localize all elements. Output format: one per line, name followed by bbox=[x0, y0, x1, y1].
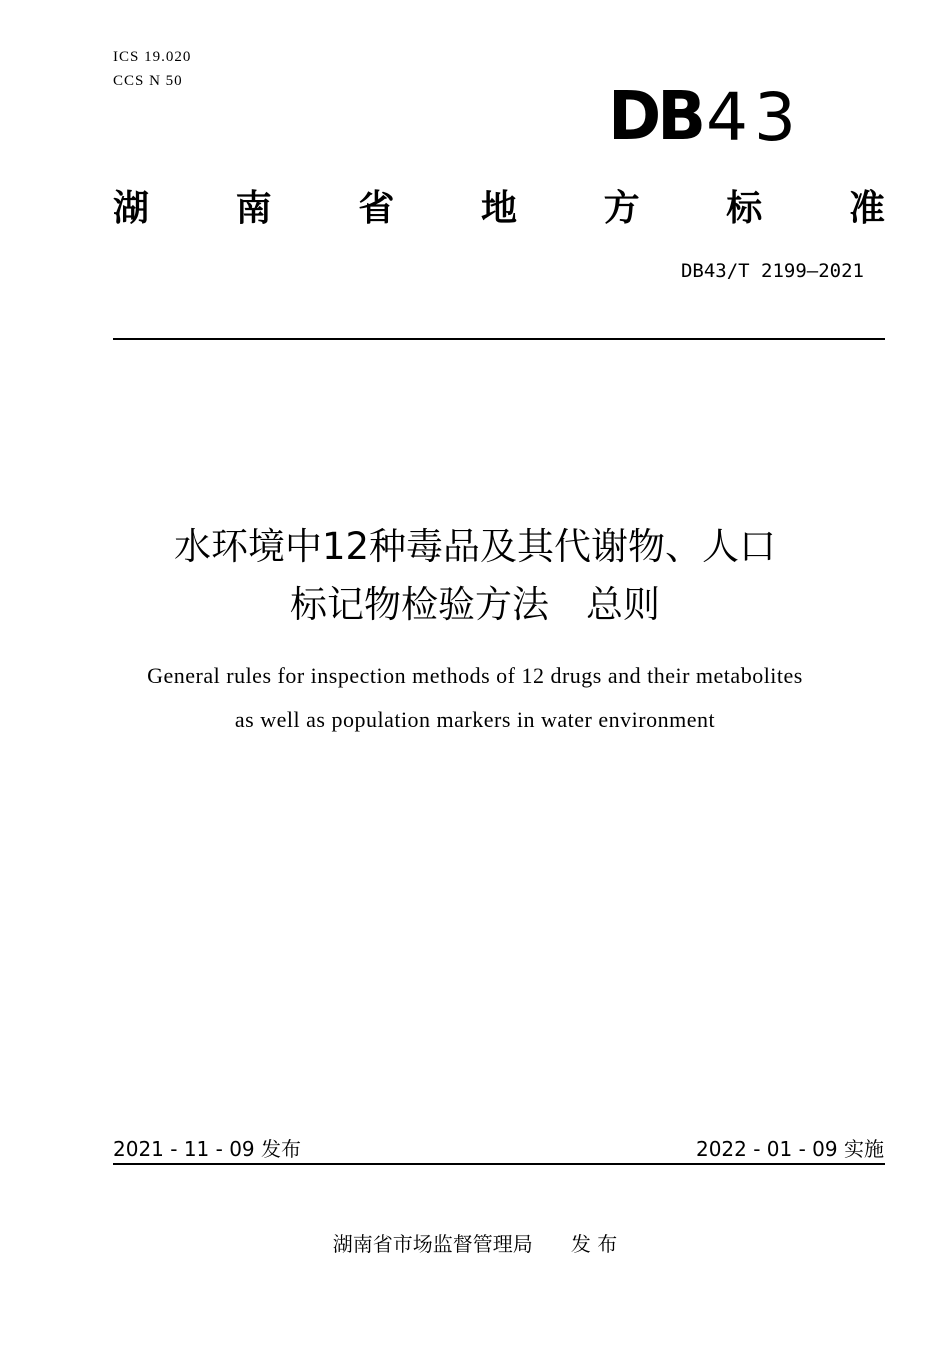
issuer-action: 发 布 bbox=[570, 1232, 618, 1256]
english-title-line-2: as well as population markers in water environment bbox=[234, 707, 716, 732]
publish-date: 2021 - 11 - 09 发布 bbox=[113, 1137, 302, 1161]
standard-type-char: 准 bbox=[848, 187, 885, 229]
standard-type-char: 标 bbox=[726, 187, 763, 229]
db-mark: DB bbox=[608, 78, 703, 156]
bottom-divider bbox=[113, 1163, 885, 1165]
issuer-name: 湖南省市场监督管理局 bbox=[332, 1232, 533, 1256]
classification-codes bbox=[113, 45, 191, 93]
db43-logo bbox=[608, 78, 802, 156]
ics-code: ICS 19.020 bbox=[113, 49, 192, 65]
top-divider bbox=[113, 338, 885, 340]
english-title bbox=[0, 654, 950, 742]
ccs-code: CCS N 50 bbox=[113, 73, 183, 89]
chinese-title-line-2: 标记物检验方法 总则 bbox=[290, 583, 660, 626]
standard-type-char: 地 bbox=[480, 187, 517, 229]
english-title-line-1: General rules for inspection methods of 12 drugs and their metabolites bbox=[147, 663, 803, 688]
issuer-line bbox=[0, 1228, 950, 1257]
implementation-date: 2022 - 01 - 09 实施 bbox=[695, 1137, 884, 1161]
standard-type-char: 方 bbox=[603, 187, 640, 229]
standard-type-char: 湖 bbox=[113, 187, 150, 229]
standard-type-char: 省 bbox=[358, 187, 395, 229]
chinese-title bbox=[0, 518, 950, 634]
standard-code: DB43/T 2199—2021 bbox=[680, 260, 864, 282]
standard-type-heading bbox=[113, 180, 885, 230]
province-number: 43 bbox=[706, 78, 802, 156]
standard-type-char: 南 bbox=[235, 187, 272, 229]
chinese-title-line-1: 水环境中12种毒品及其代谢物、人口 bbox=[173, 525, 777, 568]
